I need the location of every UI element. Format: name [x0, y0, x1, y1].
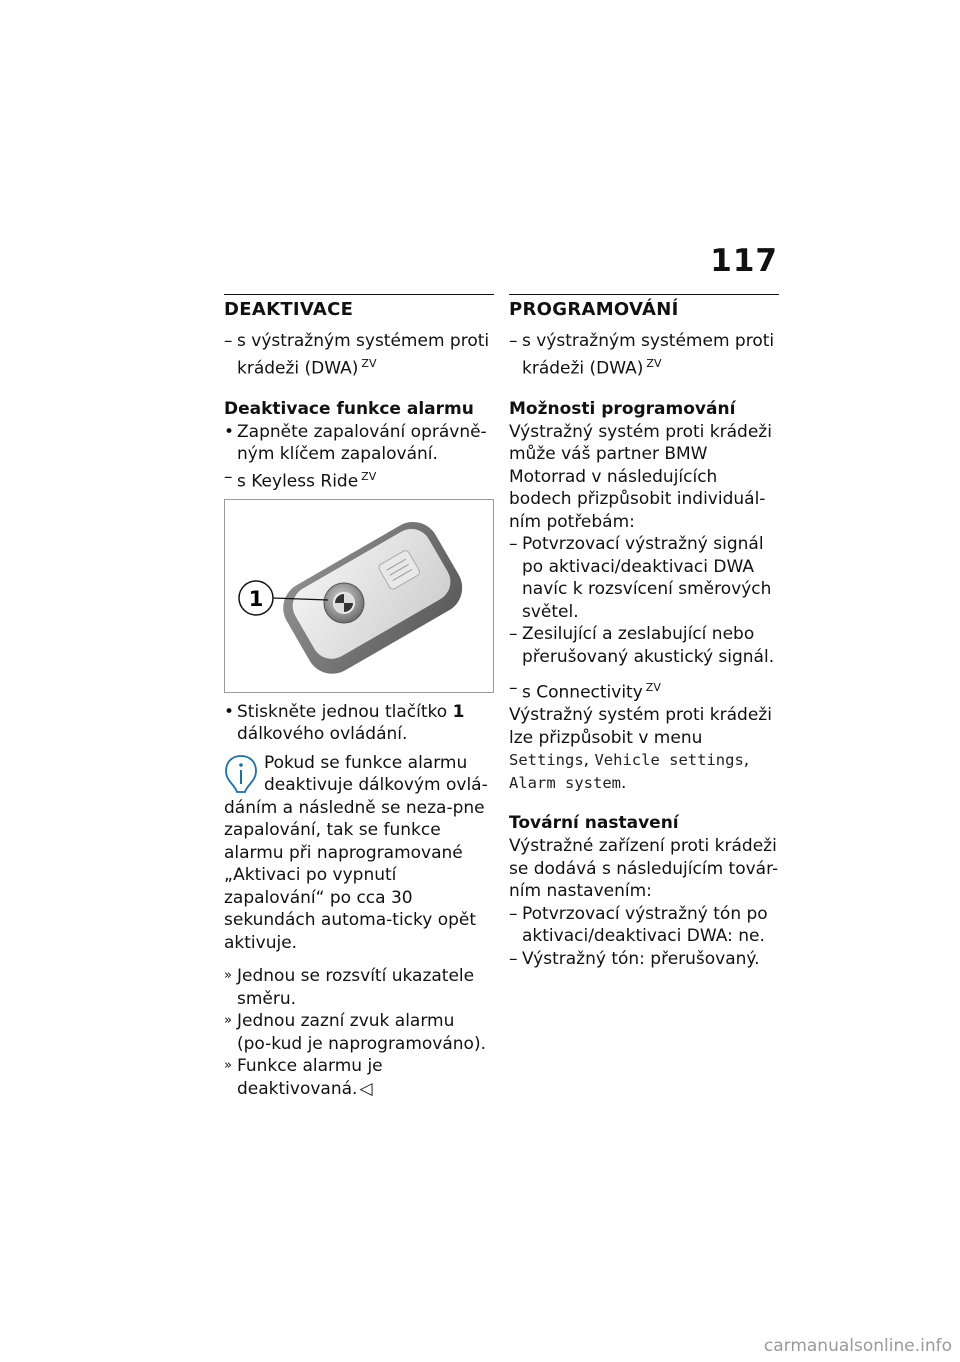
result-text: Jednou zazní zvuk alarmu (po-kud je naprogramováno). — [237, 1011, 486, 1054]
page-number: 117 — [710, 243, 778, 279]
factory-item — [509, 903, 779, 948]
right-column — [509, 294, 779, 970]
step-press-button — [224, 701, 494, 746]
result-marker: » — [224, 968, 232, 984]
step-ignition — [224, 421, 494, 466]
factory-item — [509, 948, 779, 971]
condition-dwa — [224, 330, 494, 380]
paragraph-factory: Výstražné zařízení proti krádeži se dodává s následujícím továr-ním nastavením: — [509, 836, 779, 902]
zv-superscript: ZV — [361, 469, 377, 483]
zv-superscript: ZV — [645, 681, 661, 695]
bullet-icon: • — [224, 421, 235, 442]
step-bold-ref: 1 — [452, 701, 465, 722]
paragraph-options: Výstražný systém proti krádeži může váš partner BMW Motorrad v následujících bodech přizpůsobit individuál-ním potřebám: — [509, 421, 772, 532]
option-item — [509, 623, 779, 668]
dash-marker: – — [509, 948, 518, 969]
menu-item-alarm-system: Alarm system — [509, 773, 621, 792]
dash-marker: – — [509, 678, 518, 699]
option-text: Zesilující a zeslabující nebo přerušovaný akustický signál. — [522, 624, 775, 667]
note-text: Pokud se funkce alarmu deaktivuje dálkovým ovlá-dáním a následně se neza-pne zapalování, tak se funkce alarmu při naprogramované „Aktivaci po vypnutí zapalování“ po cca 30 sekundách automa-ticky opět aktivuje. — [224, 752, 488, 953]
info-icon — [224, 754, 258, 794]
result-item — [224, 1010, 494, 1055]
dash-marker: – — [509, 534, 518, 555]
factory-text: Potvrzovací výstražný tón po aktivaci/deaktivaci DWA: ne. — [522, 903, 768, 947]
section-rule — [509, 294, 779, 295]
paragraph-menu-path: Výstražný systém proti krádeži lze přizpůsobit v menu Settings, Vehicle settings, Alarm system. — [509, 705, 772, 793]
key-fob-figure — [224, 499, 494, 693]
watermark: carmanualsonline.info — [763, 1336, 952, 1356]
option-text: Potvrzovací výstražný signál po aktivaci/deaktivaci DWA navíc k rozsvícení směrových světel. — [522, 534, 772, 622]
result-item — [224, 1055, 494, 1100]
result-text: Funkce alarmu je deaktivovaná. — [237, 1056, 383, 1099]
result-marker: » — [224, 1058, 232, 1074]
key-fob-illustration — [225, 500, 493, 692]
option-item — [509, 533, 779, 623]
subheading-programming-options: Možnosti programování — [509, 398, 736, 419]
condition-text: s výstražným systémem proti krádeži (DWA) — [237, 331, 490, 379]
factory-text: Výstražný tón: přerušovaný. — [522, 948, 760, 969]
condition-keyless — [224, 466, 494, 493]
section-heading-deactivation: DEAKTIVACE — [224, 299, 354, 320]
condition-text: s Keyless Ride — [237, 471, 359, 492]
end-triangle-icon: ◁ — [359, 1078, 373, 1099]
condition-text: s výstražným systémem proti krádeži (DWA) — [522, 331, 775, 379]
callout-number: 1 — [248, 586, 264, 611]
section-heading-programming: PROGRAMOVÁNÍ — [509, 299, 679, 320]
menu-path-text: Výstražný systém proti krádeži lze přizpůsobit v menu — [509, 705, 772, 748]
zv-superscript: ZV — [361, 356, 377, 370]
bullet-icon: • — [224, 701, 235, 722]
step-text-tail: dálkového ovládání. — [237, 724, 408, 745]
key-fob-body — [274, 512, 472, 683]
step-text: Stiskněte jednou tlačítko — [237, 701, 453, 722]
result-text: Jednou se rozsvítí ukazatele směru. — [237, 966, 475, 1009]
menu-item-vehicle-settings: Vehicle settings — [594, 751, 744, 770]
menu-item-settings: Settings — [509, 751, 584, 770]
dash-marker: – — [224, 466, 233, 487]
section-rule — [224, 294, 494, 295]
subheading-deactivate-alarm: Deaktivace funkce alarmu — [224, 398, 474, 419]
step-text: Zapněte zapalování oprávně-ným klíčem zapalování. — [237, 421, 487, 465]
condition-connectivity — [509, 677, 779, 704]
result-item — [224, 965, 494, 1010]
dash-marker: – — [509, 903, 518, 924]
dash-marker: – — [509, 624, 518, 645]
left-column — [224, 294, 494, 1100]
subheading-factory-settings: Tovární nastavení — [509, 813, 679, 834]
condition-dwa — [509, 330, 779, 380]
zv-superscript: ZV — [646, 356, 662, 370]
result-marker: » — [224, 1013, 232, 1029]
dash-marker: – — [224, 331, 233, 351]
condition-text: s Connectivity — [522, 682, 643, 703]
dash-marker: – — [509, 331, 518, 351]
info-note — [224, 752, 494, 955]
